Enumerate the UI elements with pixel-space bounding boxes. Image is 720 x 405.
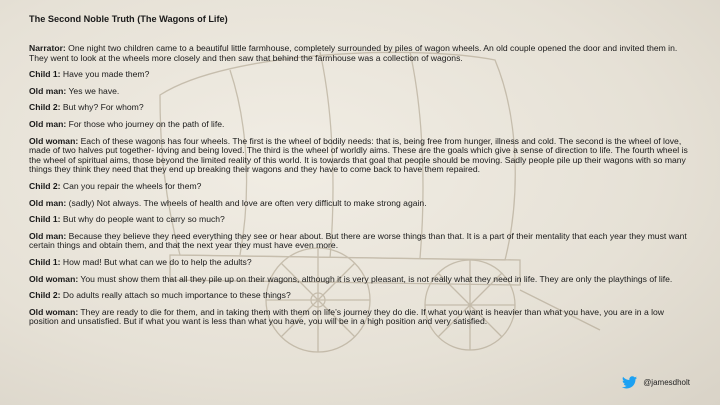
dialogue-line (29, 199, 694, 209)
footer (622, 376, 690, 389)
speaker-label: Old man: (29, 118, 67, 129)
speaker-label: Old man: (29, 197, 67, 208)
line-text: (sadly) Not always. The wheels of health and love are often very difficult to make strong again. (66, 197, 427, 208)
twitter-handle: @jamesdholt (643, 378, 690, 387)
speaker-label: Narrator: (29, 43, 66, 53)
dialogue-line (29, 182, 694, 192)
line-text: Each of these wagons has four wheels. The first is the wheel of bodily needs: that is, being free from hunger, illness and cold. The second is the wheel of love, made of two halves put together- loving and being loved. The third is the wheel of worldly aims. These are the goals which give a sense of direction to life. The fourth wheel is the wheel of spiritual aims, those beyond the limited reality of this world. It is towards that goal that people should be moving. Sadly people pile up their wagons with so many things they think they need that they end up breaking their wagons and they have to come back to have them repaired. (29, 135, 688, 175)
dialogue-line (29, 232, 694, 251)
dialogue-line (29, 137, 694, 175)
line-text: Because they believe they need everything they see or hear about. But there are worse things than that. It is a part of their mentality that each year they must want certain things and obtain them, and that the next year they must have even more. (29, 230, 687, 251)
dialogue-line (29, 215, 694, 225)
line-text: One night two children came to a beautiful little farmhouse, completely surrounded by piles of wagon wheels. An old couple opened the door and invited them in. They went to look at the wheels more closely and then saw that behind the farmhouse was a collection of wagons. (29, 43, 678, 63)
line-text: You must show them that all they pile up on their wagons, although it is very pleasant, is not really what they need in life. They are only the playthings of life. (78, 273, 673, 284)
line-text: For those who journey on the path of life. (66, 118, 225, 129)
line-text: Can you repair the wheels for them? (60, 180, 202, 191)
dialogue-line (29, 103, 694, 113)
speaker-label: Child 2: (29, 102, 61, 113)
dialogue-line (29, 120, 694, 130)
dialogue (29, 44, 694, 327)
speaker-label: Old woman: (29, 306, 79, 317)
speaker-label: Child 2: (29, 180, 61, 191)
speaker-label: Child 1: (29, 214, 61, 225)
line-text: But why do people want to carry so much? (60, 214, 225, 225)
slide-title: The Second Noble Truth (The Wagons of Life) (29, 14, 228, 24)
dialogue-line (29, 258, 694, 268)
line-text: They are ready to die for them, and in taking them with them on life’s journey they do die. If what you want is heavier than what you have, you are in a low position and unsatisfied. But if what you want is less than what you have, you will be in a high position and very satisfied. (29, 306, 665, 327)
dialogue-line (29, 44, 694, 63)
line-text: Have you made them? (60, 69, 150, 80)
speaker-label: Old man: (29, 85, 67, 96)
dialogue-line (29, 87, 694, 97)
twitter-bird-icon (622, 376, 637, 389)
line-text: Yes we have. (66, 85, 120, 96)
speaker-label: Old woman: (29, 135, 79, 146)
speaker-label: Child 1: (29, 256, 61, 267)
speaker-label: Child 2: (29, 290, 61, 301)
line-text: How mad! But what can we do to help the adults? (60, 256, 252, 267)
speaker-label: Child 1: (29, 69, 61, 80)
script-text (29, 14, 694, 334)
dialogue-line (29, 308, 694, 327)
dialogue-line (29, 70, 694, 80)
speaker-label: Old man: (29, 230, 67, 241)
dialogue-line (29, 275, 694, 285)
line-text: Do adults really attach so much importance to these things? (60, 290, 291, 301)
line-text: But why? For whom? (60, 102, 144, 113)
speaker-label: Old woman: (29, 273, 79, 284)
dialogue-line (29, 291, 694, 301)
